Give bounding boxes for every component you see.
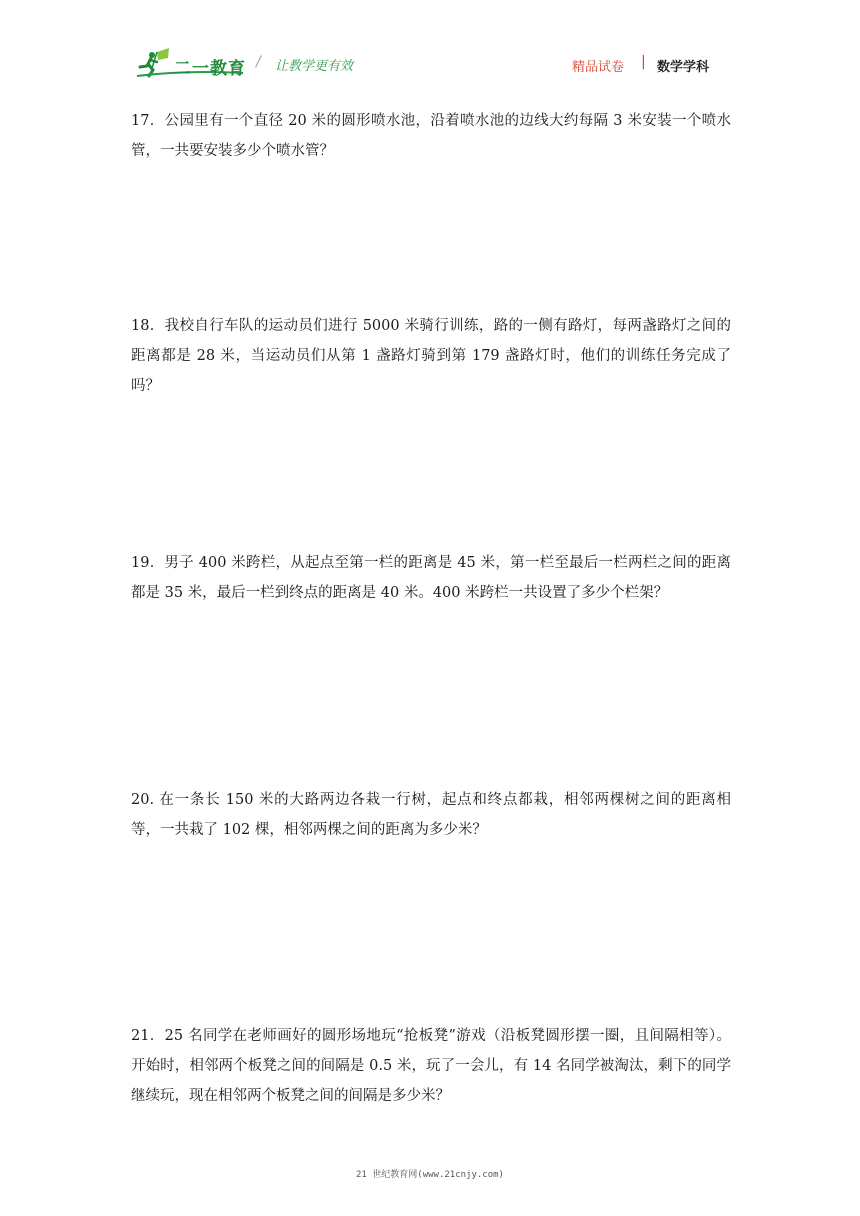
brand-name: 二一教育 <box>174 59 246 79</box>
question-20: 20. 在一条长 150 米的大路两边各栽一行树，起点和终点都栽，相邻两棵树之间的距离相等，一共栽了 102 棵，相邻两棵之间的距离为多少米？ <box>131 792 731 838</box>
slogan: 让教学更有效 <box>275 59 354 74</box>
question-19: 19．男子 400 米跨栏，从起点至第一栏的距离是 45 米，第一栏至最后一栏两栏之间的距离都是 35 米，最后一栏到终点的距离是 40 米。400 米跨栏一共设置了多少个栏架？ <box>131 555 731 601</box>
subject-label: 数学学科 <box>657 60 710 75</box>
label-separator: | <box>641 54 646 70</box>
question-18: 18．我校自行车队的运动员们进行 5000 米骑行训练，路的一侧有路灯，每两盏路灯之间的距离都是 28 米，当运动员们从第 1 盏路灯骑到第 179 盏路灯时，他们的训练任务完成了吗？ <box>131 318 731 394</box>
question-21: 21．25 名同学在老师画好的圆形场地玩“抢板凳”游戏（沿板凳圆形摆一圈，且间隔相等）。开始时，相邻两个板凳之间的间隔是 0.5 米，玩了一会儿，有 14 名同学被淘汰，剩下的同学继续玩，现在相邻两个板凳之间的间隔是多少米？ <box>131 1028 731 1104</box>
slogan-divider: / <box>256 54 261 70</box>
page-footer: 21 世纪教育网(www.21cnjy.com) <box>356 1170 504 1180</box>
page-header <box>0 0 860 90</box>
quality-label: 精品试卷 <box>572 60 625 75</box>
question-17: 17．公园里有一个直径 20 米的圆形喷水池，沿着喷水池的边线大约每隔 3 米安装一个喷水管，一共要安装多少个喷水管？ <box>131 113 731 159</box>
